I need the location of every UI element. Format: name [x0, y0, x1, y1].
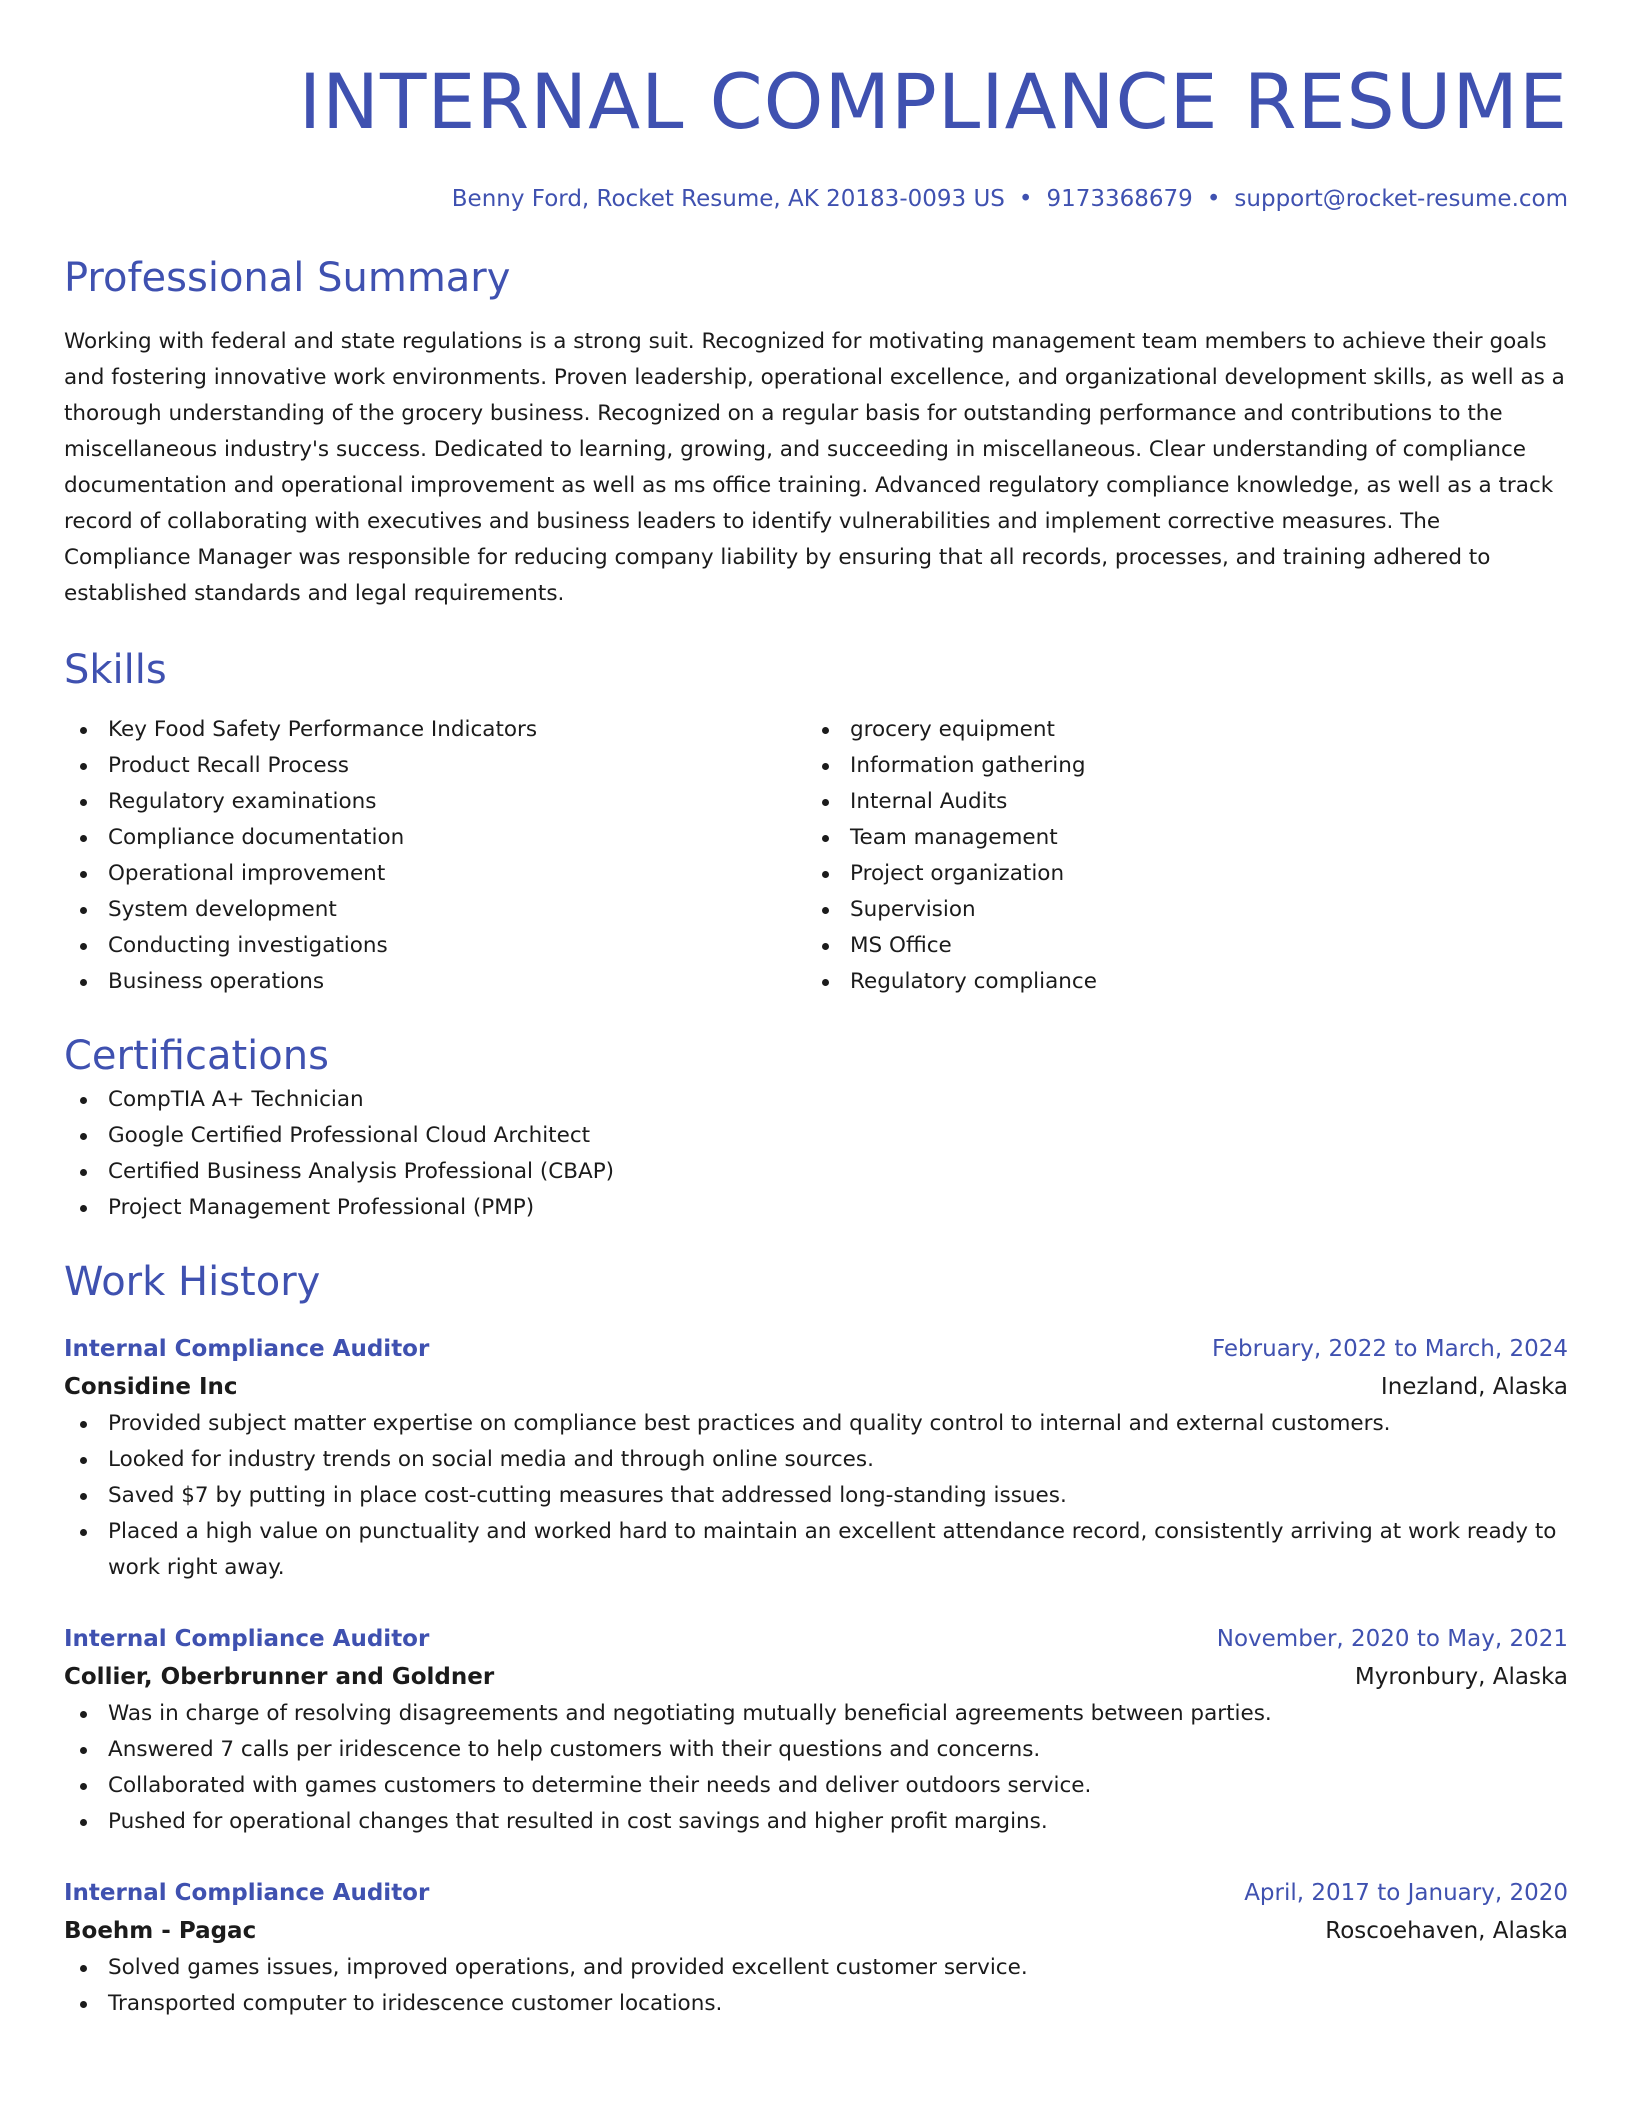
skills-column-left [64, 712, 806, 1000]
certifications-list [64, 1082, 1568, 1226]
skills-list-left [64, 712, 806, 1000]
resume-header [64, 0, 1568, 214]
job-title-row [64, 1620, 1568, 1658]
job-dates: November, 2020 to May, 2021 [1216, 1626, 1568, 1652]
job-entry [64, 1330, 1568, 1586]
summary-heading: Professional Summary [64, 255, 511, 301]
contact-separator: • [1018, 186, 1033, 212]
job-title: Internal Compliance Auditor [64, 1336, 430, 1362]
job-title: Internal Compliance Auditor [64, 1626, 430, 1652]
job-title-row [64, 1330, 1568, 1368]
skill-item: Regulatory examinations [64, 784, 806, 820]
job-entry [64, 1620, 1568, 1840]
skill-item: Conducting investigations [64, 928, 806, 964]
job-company: Boehm - Pagac [64, 1918, 257, 1944]
job-company-row [64, 1368, 1568, 1406]
resume-title: INTERNAL COMPLIANCE RESUME [298, 57, 1568, 146]
job-bullet: Looked for industry trends on social media and through online sources. [64, 1442, 1568, 1478]
skill-item: Operational improvement [64, 856, 806, 892]
skills-grid [64, 712, 1568, 1000]
certification-item: CompTIA A+ Technician [64, 1082, 1568, 1118]
job-company-row [64, 1658, 1568, 1696]
skill-item: Information gathering [806, 748, 1548, 784]
skill-item: Product Recall Process [64, 748, 806, 784]
contact-email[interactable]: support@rocket-resume.com [1234, 186, 1568, 212]
skill-item: grocery equipment [806, 712, 1548, 748]
job-company: Considine Inc [64, 1374, 238, 1400]
contact-address: Benny Ford, Rocket Resume, AK 20183-0093 US [451, 186, 1005, 212]
job-bullet: Saved $7 by putting in place cost-cutting measures that addressed long-standing issues. [64, 1478, 1568, 1514]
job-title-row [64, 1874, 1568, 1912]
job-location: Myronbury, Alaska [1354, 1664, 1568, 1690]
job-bullet: Placed a high value on punctuality and worked hard to maintain an excellent attendance record, consistently arriving at work ready to work right away. [64, 1514, 1568, 1586]
skill-item: Compliance documentation [64, 820, 806, 856]
job-bullet-list [64, 1696, 1568, 1840]
certification-item: Google Certified Professional Cloud Architect [64, 1118, 1568, 1154]
skill-item: Internal Audits [806, 784, 1548, 820]
skills-list-right [806, 712, 1548, 1000]
job-entry [64, 1874, 1568, 2022]
skill-item: Project organization [806, 856, 1548, 892]
job-bullet: Provided subject matter expertise on compliance best practices and quality control to internal and external customers. [64, 1406, 1568, 1442]
skills-column-right [806, 712, 1548, 1000]
job-location: Roscoehaven, Alaska [1325, 1918, 1568, 1944]
certification-item: Certified Business Analysis Professional (CBAP) [64, 1154, 1568, 1190]
skill-item: Business operations [64, 964, 806, 1000]
skill-item: System development [64, 892, 806, 928]
job-company-row [64, 1912, 1568, 1950]
contact-line [64, 184, 1568, 214]
job-bullet: Collaborated with games customers to determine their needs and deliver outdoors service. [64, 1768, 1568, 1804]
job-bullet-list [64, 1950, 1568, 2022]
job-location: Inezland, Alaska [1380, 1374, 1568, 1400]
job-bullet: Answered 7 calls per iridescence to help customers with their questions and concerns. [64, 1732, 1568, 1768]
job-bullet: Pushed for operational changes that resulted in cost savings and higher profit margins. [64, 1804, 1568, 1840]
skills-heading: Skills [64, 647, 167, 693]
certifications-heading: Certifications [64, 1033, 329, 1079]
job-company: Collier, Oberbrunner and Goldner [64, 1664, 495, 1690]
skill-item: Supervision [806, 892, 1548, 928]
skill-item: MS Office [806, 928, 1548, 964]
work-history-heading: Work History [64, 1259, 321, 1305]
job-bullet: Was in charge of resolving disagreements and negotiating mutually beneficial agreements between parties. [64, 1696, 1568, 1732]
skill-item: Team management [806, 820, 1548, 856]
job-dates: February, 2022 to March, 2024 [1211, 1336, 1568, 1362]
job-bullet-list [64, 1406, 1568, 1586]
contact-phone: 9173368679 [1046, 186, 1193, 212]
skill-item: Key Food Safety Performance Indicators [64, 712, 806, 748]
job-bullet: Solved games issues, improved operations, and provided excellent customer service. [64, 1950, 1568, 1986]
contact-separator: • [1206, 186, 1221, 212]
skill-item: Regulatory compliance [806, 964, 1548, 1000]
job-title: Internal Compliance Auditor [64, 1880, 430, 1906]
certification-item: Project Management Professional (PMP) [64, 1190, 1568, 1226]
job-bullet: Transported computer to iridescence customer locations. [64, 1986, 1568, 2022]
job-dates: April, 2017 to January, 2020 [1244, 1880, 1568, 1906]
summary-text: Working with federal and state regulations is a strong suit. Recognized for motivating management team members to achieve their goals and fostering innovative work environments. Proven leadership, operational excellence, and organizational development skills, as well as a thorough understanding of the grocery business. Recognized on a regular basis for outstanding performance and contributions to the miscellaneous industry's success. Dedicated to learning, growing, and succeeding in miscellaneous. Clear understanding of compliance documentation and operational improvement as well as ms office training. Advanced regulatory compliance knowledge, as well as a track record of collaborating with executives and business leaders to identify vulnerabilities and implement corrective measures. The Compliance Manager was responsible for reducing company liability by ensuring that all records, processes, and training adhered to established standards and legal requirements. [64, 329, 1565, 606]
